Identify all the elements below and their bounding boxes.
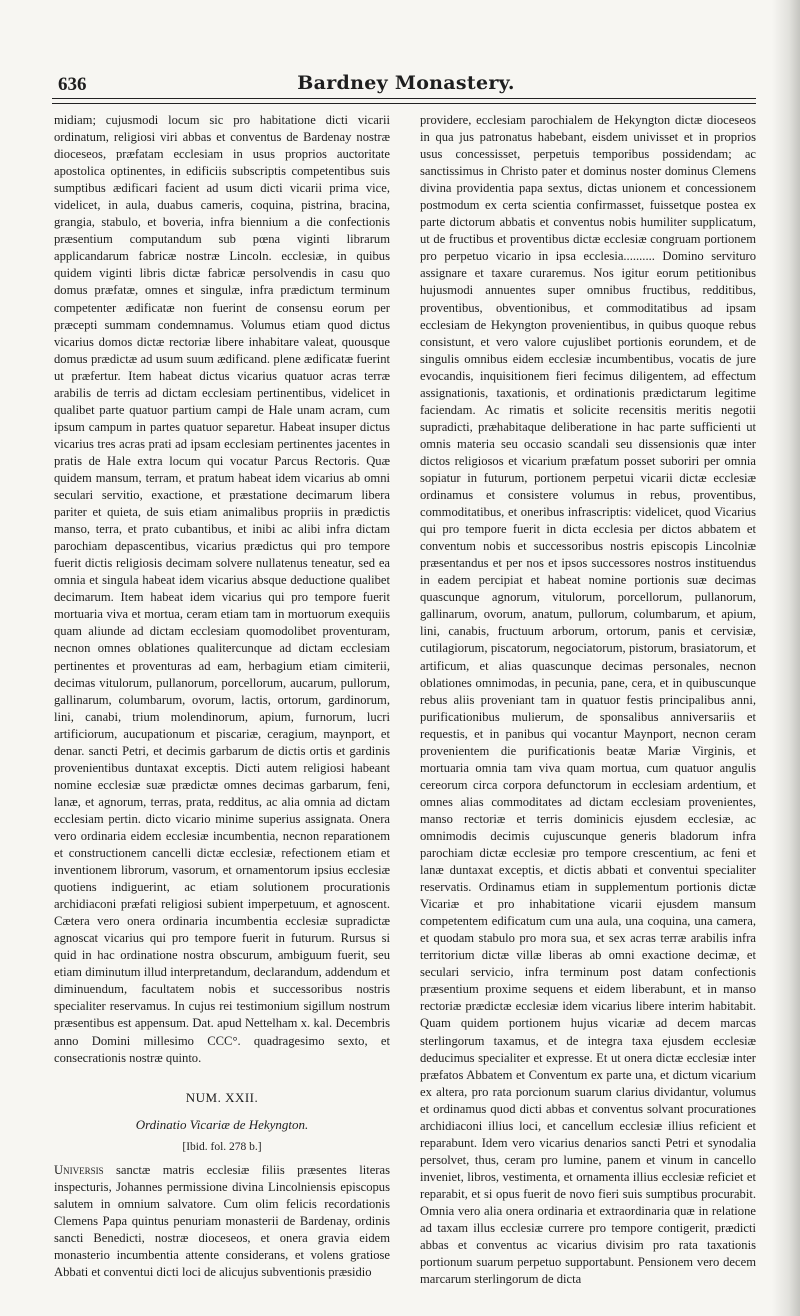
header-rule — [52, 98, 756, 99]
section-source: [Ibid. fol. 278 b.] — [182, 1140, 262, 1153]
section-title: NUM. XXII. — [185, 1089, 259, 1105]
page-number: 636 — [58, 74, 87, 95]
right-paragraph-1: providere, ecclesiam parochialem de Hekyngton dictæ dioceseos in qua jus patronatus habebant, eisdem univisset et in proprios usus concessisset, perpetuis temporibus possidendam; ac sanctissimus in Christo pater et dominus noster dominus Clemens divina providentia papa sextus, dictas unionem et concessionem postmodum ex certa scientia confirmasset, fuissetque postea ex parte dictorum abbatis et conventus nobis humiliter supplicatum, ut de fructibus et proventibus dictæ ecclesiæ congruam portionem pro perpetuo vicario in ipsa ecclesia.......... Domino servituro assignare et taxare curaremus. Nos igitur eorum petitionibus hujusmodi annuentes super omnibus fructibus, redditibus, proventibus, obventionibus, et commoditatibus ad ipsam ecclesiam de Hekyngton provenientibus, in quibus quoque rebus consistunt, et vero valore cujuslibet portionis eorundem, et de singulis omnibus eidem ecclesiæ incumbentibus, vocatis de jure evocandis, inquisitionem fieri fecimus diligentem, ad effectum assignationis, taxationis, et ordinationis prædictarum legitime faciendam. Ac rimatis et solicite recensitis meritis negotii supradicti, præhabitaque deliberatione in hac parte sufficienti ut omnis materia seu occasio scandali seu dissensionis quæ inter dictos religiosos et vicarium præfatum posset suboriri per omnia sopiatur in futurum, portionem perpetui vicarii dictæ ecclesiæ ordinamus et consistere volumus in rebus, proventibus, commoditatibus, et oneribus infrascriptis: videlicet, quod Vicarius qui pro tempore fuerit in dicta ecclesia per dictos abbatem et conventum nobis et successoribus nostris episcopis Lincolniæ præsentandus et per nos et ipsos successores nostros instituendus in eadem percipiat et habeat nomine portionis suæ decimas quascunque agnorum, vitulorum, porcellorum, pullanorum, gallinarum, ovorum, anatum, pullorum, columbarum, et apium, lini, canabis, fructuum arborum, ortorum, panis et cervisiæ, cutilagiorum, piscatorum, negociatorum, pistorum, brasiatorum, et artificum, et alias quascunque decimas personales, necnon oblationes omnimodas, in pecunia, pane, cera, et in quibuscunque rebus aliis proveniant tam in quatuor festis principalibus anni, purificationibus mulierum, de sponsalibus anniversariis et requestis, et in panibus qui vocantur Maynport, necnon ceram provenientem die purificationis beatæ Mariæ Virginis, et mortuaria omnia tam viva quam mortua, cum quatuor angulis cereorum circa corpora defunctorum in ecclesiam ardentium, et omnes alias commoditates ad dictam ecclesiam provenientes, manso rectoriæ et terris dominicis ejusdem ecclesiæ, ac omnimodis decimis cujuscunque generis bladorum infra parochiam dictæ ecclesiæ pro tempore crescentium, ac feni et lanæ duntaxat exceptis, et dictis abbati et conventui specialiter reservatis. Ordinamus etiam in supplementum portionis dictæ Vicariæ et pro inhabitatione vicarii ejusdem mansum competentem edificatum cum una aula, una coquina, una camera, et quodam stabulo pro mora sua, et sex acras terræ arabilis infra territorium dictæ villæ liberas ab omni exactione decimæ, et seculari servicio, infra terminum post datam confectionis præsentium proxime sequens et eidem liberabunt, et in manso rectoriæ prædictæ ecclesiæ idem vicarius libere interim habitabit. Quam quidem portionem hujus vicariæ ad decem marcas sterlingorum taxamus, et de integra taxa ejusdem ecclesiæ deducimus specialiter et expresse. Et ut onera dictæ ecclesiæ inter præfatos Abbatem et Conventum ex parte una, et dictum vicarium ex altera, pro rata porcionum suarum clarius dividantur, volumus et ordinamus quod dicti abbas et conventus solvant procurationes archidiaconi illius loci, et cancellum ecclesiæ illius reficient et reparabunt. Idem vero vicarius denarios sancti Petri et synodalia persolvet, thus, ceram pro lumine, panem et vinum in cancello inveniet, libros, vestimenta, et ornamenta illius ecclesiæ reficiet et reparabit, et si opus fuerit de novo fieri suis sumptibus procurabit. Omnia vero alia onera ordinaria et extraordinaria quæ in relatione ad taxam illus ecclesiæ currere pro tempore contigerit, prædicti abbas et conventus ac vicarius divisim pro rata taxationis portionum suarum perpetuo supportabunt. Pensionem vero decem marcarum sterlingorum de dicta — [420, 113, 756, 1287]
left-paragraph-2-text: sanctæ matris ecclesiæ filiis præsentes literas inspecturis, Johannes permissione divina Lincolniensis episcopus salutem in omnium salvatore. Cum olim felicis recordationis Clemens Papa quintus penuriam monasterii de Bardenay, ordinis sancti Benedicti, nostræ dioceseos, et onera gravia eidem monasterio incumbentia attente considerans, et volens gratiose Abbati et conventui dicti loci de alicujus subventionis præsidio — [54, 1162, 390, 1280]
right-column — [420, 112, 756, 1288]
page-edge-shadow — [772, 0, 800, 1316]
header-rule-thin — [52, 103, 756, 104]
initial-word: Universis — [54, 1162, 104, 1177]
running-head: Bardney Monastery. — [297, 72, 515, 94]
section-subtitle: Ordinatio Vicariæ de Hekyngton. — [135, 1116, 309, 1132]
page-header — [52, 68, 760, 96]
left-paragraph-2 — [54, 1162, 390, 1281]
left-paragraph-1: midiam; cujusmodi locum sic pro habitatione dicti vicarii ordinatum, religiosi viri abbas et conventus de Bardenay nostræ dioceseos, præfatam ecclesiam in usus proprios auctoritate apostolica optinentes, in edificiis subscriptis competentibus suis sumptibus ædificari facient ad usum dicti vicarii prima vice, videlicet, in aula, duabus cameris, coquina, pistrina, bracina, grangia, stabulo, et boveria, infra biennium a die confectionis præsentium computandum sub pœna viginti librarum applicandarum fabricæ nostræ Lincoln. ecclesiæ, in quibus quidem viginti libris dictæ fabricæ persolvendis in casu quo domus præfatæ, omnes et singulæ, infra prædictum terminum competenter ædificatæ non fuerint de consensu eorum per præcepti summam condemnamus. Volumus etiam quod dictus vicarius domos dictæ rectoriæ libere inhabitare valeat, quousque domus prædictæ ad usum suum ædificand. plene ædificatæ fuerint ut præfertur. Item habeat dictus vicarius quatuor acras terræ arabilis de terris ad dictam ecclesiam pertinentibus, videlicet in qualibet parte quatuor partium campi de Hale unam acram, cum ipsum campum in partes quatuor separetur. Habeat insuper dictus vicarius tres acras prati ad ipsam ecclesiam pertinentes jacentes in pratis de Hale extra locum qui vocatur Parcus Rectoris. Quæ quidem mansum, terram, et pratum habeat idem vicarius ab omni seculari servitio, exactione, et præstatione decimarum libera pariter et quieta, de suis etiam animalibus propriis in prædictis manso, terra, et prato cubantibus, et inibi ac alibi infra dictam parochiam depascentibus, vicarius prædictus qui pro tempore fuerit dictis religiosis decimam solvere nullatenus teneatur, sed ea omnia et singula habeat idem vicarius absque deductione qualibet decimarum. Item habeat idem vicarius qui pro tempore fuerit mortuaria viva et mortua, ceram etiam tam in mortuorum exequiis quam aliunde ad dictam ecclesiam quomodolibet proventuram, necnon omnes oblationes qualitercunque ad dictam ecclesiam pertinentes et proventuras ad eam, herbagium etiam cimiterii, decimas vitulorum, pullanorum, porcellorum, aucarum, pullorum, gallinarum, columbarum, ovorum, lactis, ortorum, gardinorum, lini, canabi, trium molendinorum, apium, furnorum, lucri artificiorum, aucupationum et piscariæ, ceragium, maynport, et denar. sancti Petri, et decimis garbarum de dictis ortis et gardinis provenientibus duntaxat exceptis. Dicti autem religiosi habeant nomine ecclesiæ suæ prædictæ omnes decimas garbarum, feni, lanæ, et agnorum, terras, prata, redditus, ac alia omnia ad dictam ecclesiam pertin. dicto vicario minime superius assignata. Onera vero ordinaria eidem ecclesiæ incumbentia, necnon reparationem et constructionem cancelli dictæ ecclesiæ, refectionem etiam et inventionem librorum, vasorum, et ornamentorum ipsius ecclesiæ quotiens indiguerint, ac etiam solutionem procurationis archidiaconi præfati religiosi subient imperpetuum, et agnoscent. Cætera vero onera ordinaria incumbentia ecclesiæ supradictæ agnoscat vicarius qui pro tempore fuerit in futurum. Rursus si quid in hac ordinatione nostra obscurum, ambiguum fuerit, seu etiam diminutum illud interpretandum, declarandum, addendum et diminuendum, facultatem nobis et successoribus nostris specialiter reservamus. In cujus rei testimonium sigillum nostrum præsentibus est appensum. Dat. apud Nettelham x. kal. Decembris anno Domini millesimo CCC°. quadragesimo sexto, et consecrationis nostræ quinto. — [54, 113, 390, 1065]
left-column — [54, 112, 390, 1281]
